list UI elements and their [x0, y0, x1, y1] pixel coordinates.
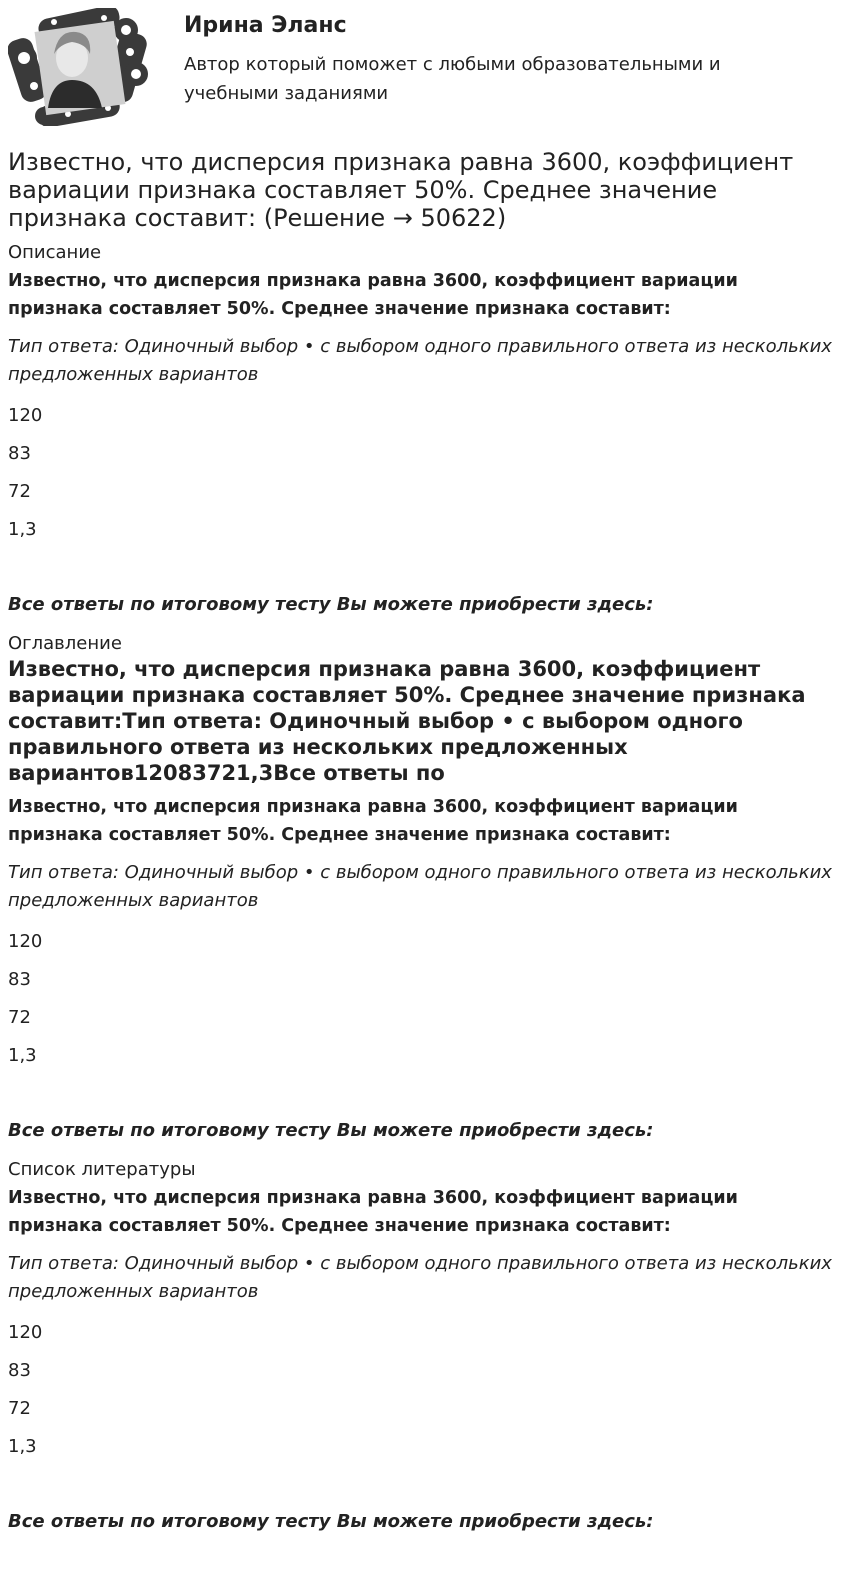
author-header	[8, 8, 838, 128]
buy-answers-link[interactable]: Все ответы по итоговому тесту Вы можете приобрести здесь:	[8, 1511, 654, 1532]
answer-option: 72	[8, 1398, 31, 1419]
description-section	[8, 242, 838, 616]
answer-option: 1,3	[8, 519, 37, 540]
answer-option: 83	[8, 443, 31, 464]
answer-type: Тип ответа: Одиночный выбор • с выбором одного правильного ответа из нескольких предложенных вариантов	[8, 336, 832, 385]
references-section	[8, 1159, 838, 1533]
answer-option: 120	[8, 931, 43, 952]
answer-option: 1,3	[8, 1436, 37, 1457]
section-label: Список литературы	[8, 1159, 196, 1180]
answer-option: 120	[8, 405, 43, 426]
section-label: Оглавление	[8, 633, 122, 654]
author-avatar	[8, 8, 150, 126]
main-content	[8, 148, 838, 1533]
author-name: Ирина Эланс	[184, 13, 347, 38]
question-text: Известно, что дисперсия признака равна 3600, коэффициент вариации признака составляет 50%. Среднее значение признака составит:	[8, 271, 738, 319]
question-text: Известно, что дисперсия признака равна 3600, коэффициент вариации признака составляет 50%. Среднее значение признака составит:	[8, 1188, 738, 1236]
answer-option: 83	[8, 1360, 31, 1381]
buy-answers-link[interactable]: Все ответы по итоговому тесту Вы можете приобрести здесь:	[8, 1120, 654, 1141]
question-text: Известно, что дисперсия признака равна 3600, коэффициент вариации признака составляет 50%. Среднее значение признака составит:	[8, 797, 738, 845]
contents-heading: Известно, что дисперсия признака равна 3600, коэффициент вариации признака составляет 50%. Среднее значение признака составит:Тип ответа: Одиночный выбор • с выбором одного правильного ответа из нескольких предложенных вариантов12083721,3Все ответы по	[8, 657, 806, 785]
buy-answers-link[interactable]: Все ответы по итоговому тесту Вы можете приобрести здесь:	[8, 594, 654, 615]
answer-option: 72	[8, 481, 31, 502]
answer-type: Тип ответа: Одиночный выбор • с выбором одного правильного ответа из нескольких предложенных вариантов	[8, 862, 832, 911]
author-description: Автор который поможет с любыми образовательными и учебными заданиями	[184, 54, 721, 104]
answer-option: 120	[8, 1322, 43, 1343]
contents-section	[8, 633, 838, 1142]
section-label: Описание	[8, 242, 102, 263]
answer-option: 83	[8, 969, 31, 990]
answer-option: 1,3	[8, 1045, 37, 1066]
page-title: Известно, что дисперсия признака равна 3600, коэффициент вариации признака составляет 50%. Среднее значение признака составит: (Решение → 50622)	[8, 148, 794, 232]
answer-option: 72	[8, 1007, 31, 1028]
answer-type: Тип ответа: Одиночный выбор • с выбором одного правильного ответа из нескольких предложенных вариантов	[8, 1253, 832, 1302]
